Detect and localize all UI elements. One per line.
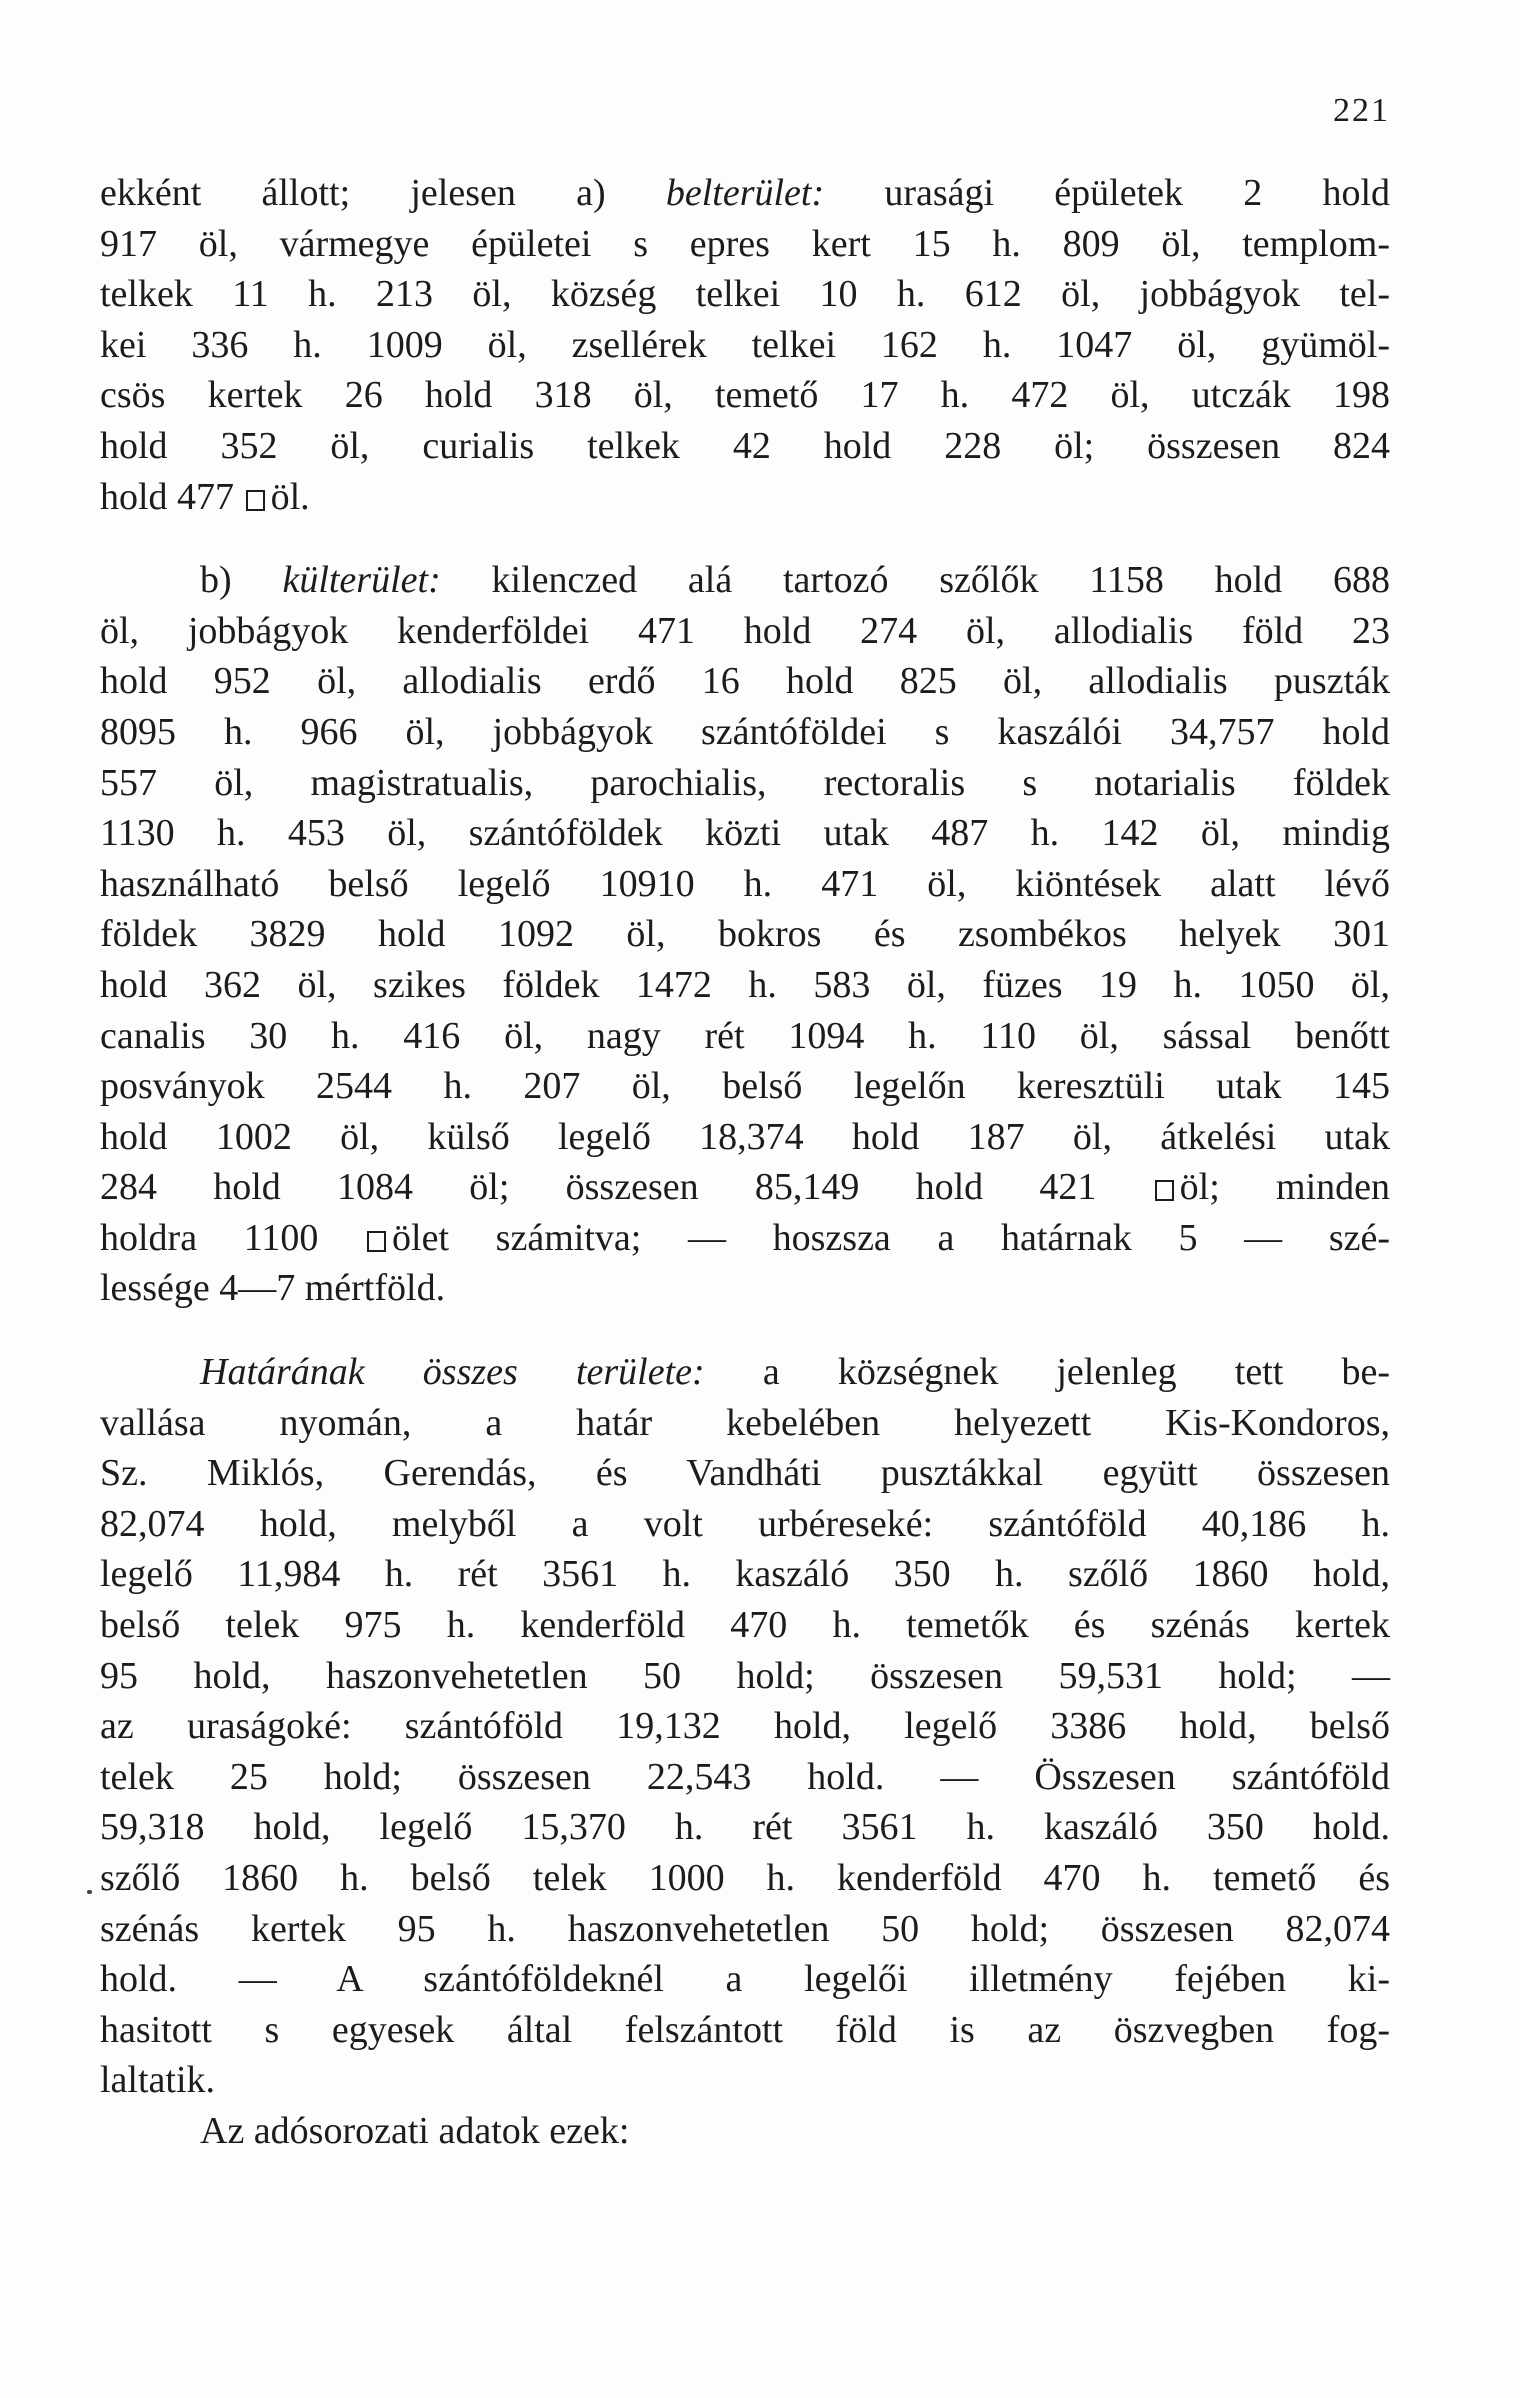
text-line: hold 952 öl, allodialis erdő 16 hold 825 öl, allodialis puszták <box>100 660 1390 703</box>
text-line: kei 336 h. 1009 öl, zsellérek telkei 162 h. 1047 öl, gyümöl- <box>100 323 1390 366</box>
text-run: urasági épületek 2 hold <box>824 172 1390 214</box>
text-line: szőlő 1860 h. belső telek 1000 h. kenderföld 470 h. temető és <box>100 1857 1390 1899</box>
paragraph-belterulet <box>100 168 1390 522</box>
text-line <box>100 1347 1390 1398</box>
text-run: b) <box>200 559 283 602</box>
text-run: öl. <box>270 475 310 518</box>
text-line: földek 3829 hold 1092 öl, bokros és zsombékos helyek 301 <box>100 913 1390 956</box>
text-line <box>100 1162 1390 1213</box>
text-line: Az adósorozati adatok ezek: <box>200 2109 630 2152</box>
text-line: 82,074 hold, melyből a volt urbéreseké: szántóföld 40,186 h. <box>100 1502 1390 1545</box>
text-line: hasitott s egyesek által felszántott föld is az öszvegben fog- <box>100 2008 1390 2051</box>
text-line: 557 öl, magistratualis, parochialis, rectoralis s notarialis földek <box>100 761 1390 804</box>
text-line: lessége 4—7 mértföld. <box>100 1267 446 1310</box>
text-line: használható belső legelő 10910 h. 471 öl, kiöntések alatt lévő <box>100 862 1390 905</box>
text-line: csös kertek 26 hold 318 öl, temető 17 h. 472 öl, utczák 198 <box>100 374 1390 417</box>
text-line: 8095 h. 966 öl, jobbágyok szántóföldei s kaszálói 34,757 hold <box>100 710 1390 753</box>
term-kulterulet: külterület: <box>282 559 441 602</box>
term-belterulet: belterület: <box>665 172 825 214</box>
text-line <box>100 472 1390 523</box>
paragraph-hatar-osszes-terulete <box>100 1347 1390 2106</box>
text-run: ölet számitva; — hoszsza a határnak 5 — szé- <box>392 1216 1391 1259</box>
text-line: hold 352 öl, curialis telkek 42 hold 228 öl; összesen 824 <box>100 424 1390 467</box>
text-line <box>100 1213 1390 1264</box>
text-line: 95 hold, haszonvehetetlen 50 hold; összesen 59,531 hold; — <box>100 1654 1390 1697</box>
page-number: 221 <box>1333 92 1390 129</box>
square-unit-icon <box>246 490 265 511</box>
term-hatar-osszes-terulete: Határának összes területe: <box>200 1351 705 1394</box>
text-line: telkek 11 h. 213 öl, község telkei 10 h. 612 öl, jobbágyok tel- <box>100 273 1390 316</box>
text-line: posványok 2544 h. 207 öl, belső legelőn keresztüli utak 145 <box>100 1065 1390 1108</box>
text-run: a községnek jelenleg tett be- <box>704 1351 1390 1394</box>
body-text <box>100 168 1390 2157</box>
text-line: Sz. Miklós, Gerendás, és Vandháti pusztákkal együtt összesen <box>100 1452 1390 1495</box>
square-unit-icon <box>1155 1180 1174 1201</box>
paragraph-adosorozati <box>100 2106 1390 2157</box>
text-line: legelő 11,984 h. rét 3561 h. kaszáló 350 h. szőlő 1860 hold, <box>100 1553 1390 1596</box>
text-line: hold. — A szántóföldeknél a legelői illetmény fejében ki- <box>100 1958 1390 2001</box>
text-line: öl, jobbágyok kenderföldei 471 hold 274 öl, allodialis föld 23 <box>100 609 1390 652</box>
text-run: ekként állott; jelesen a) <box>100 172 666 214</box>
text-line: 59,318 hold, legelő 15,370 h. rét 3561 h. kaszáló 350 hold. <box>100 1806 1390 1849</box>
text-line: laltatik. <box>100 2059 216 2102</box>
text-run: 284 hold 1084 öl; összesen 85,149 hold 421 <box>100 1166 1097 1209</box>
text-run: kilenczed alá tartozó szőlők 1158 hold 688 <box>440 559 1391 602</box>
paragraph-kulterulet <box>100 555 1390 1314</box>
text-line: vallása nyomán, a határ kebelében helyezett Kis-Kondoros, <box>100 1401 1390 1444</box>
square-unit-icon <box>367 1231 386 1252</box>
text-run: hold 477 <box>100 475 235 518</box>
text-line: belső telek 975 h. kenderföld 470 h. temetők és szénás kertek <box>100 1604 1390 1647</box>
text-line: az uraságoké: szántóföld 19,132 hold, legelő 3386 hold, belső <box>100 1705 1390 1748</box>
text-line: 917 öl, vármegye épületei s epres kert 15 h. 809 öl, templom- <box>100 222 1390 265</box>
text-line: canalis 30 h. 416 öl, nagy rét 1094 h. 110 öl, sással benőtt <box>100 1014 1390 1057</box>
text-line: szénás kertek 95 h. haszonvehetetlen 50 hold; összesen 82,074 <box>100 1907 1390 1950</box>
print-speck <box>87 1890 92 1894</box>
text-line <box>100 555 1390 606</box>
text-line <box>100 168 1390 219</box>
text-line: hold 1002 öl, külső legelő 18,374 hold 187 öl, átkelési utak <box>100 1115 1390 1158</box>
text-run: holdra 1100 <box>100 1216 319 1259</box>
text-line: hold 362 öl, szikes földek 1472 h. 583 öl, füzes 19 h. 1050 öl, <box>100 963 1390 1006</box>
text-line: 1130 h. 453 öl, szántóföldek közti utak 487 h. 142 öl, mindig <box>100 812 1390 855</box>
text-line: telek 25 hold; összesen 22,543 hold. — Összesen szántóföld <box>100 1755 1390 1798</box>
text-run: öl; minden <box>1179 1166 1390 1209</box>
